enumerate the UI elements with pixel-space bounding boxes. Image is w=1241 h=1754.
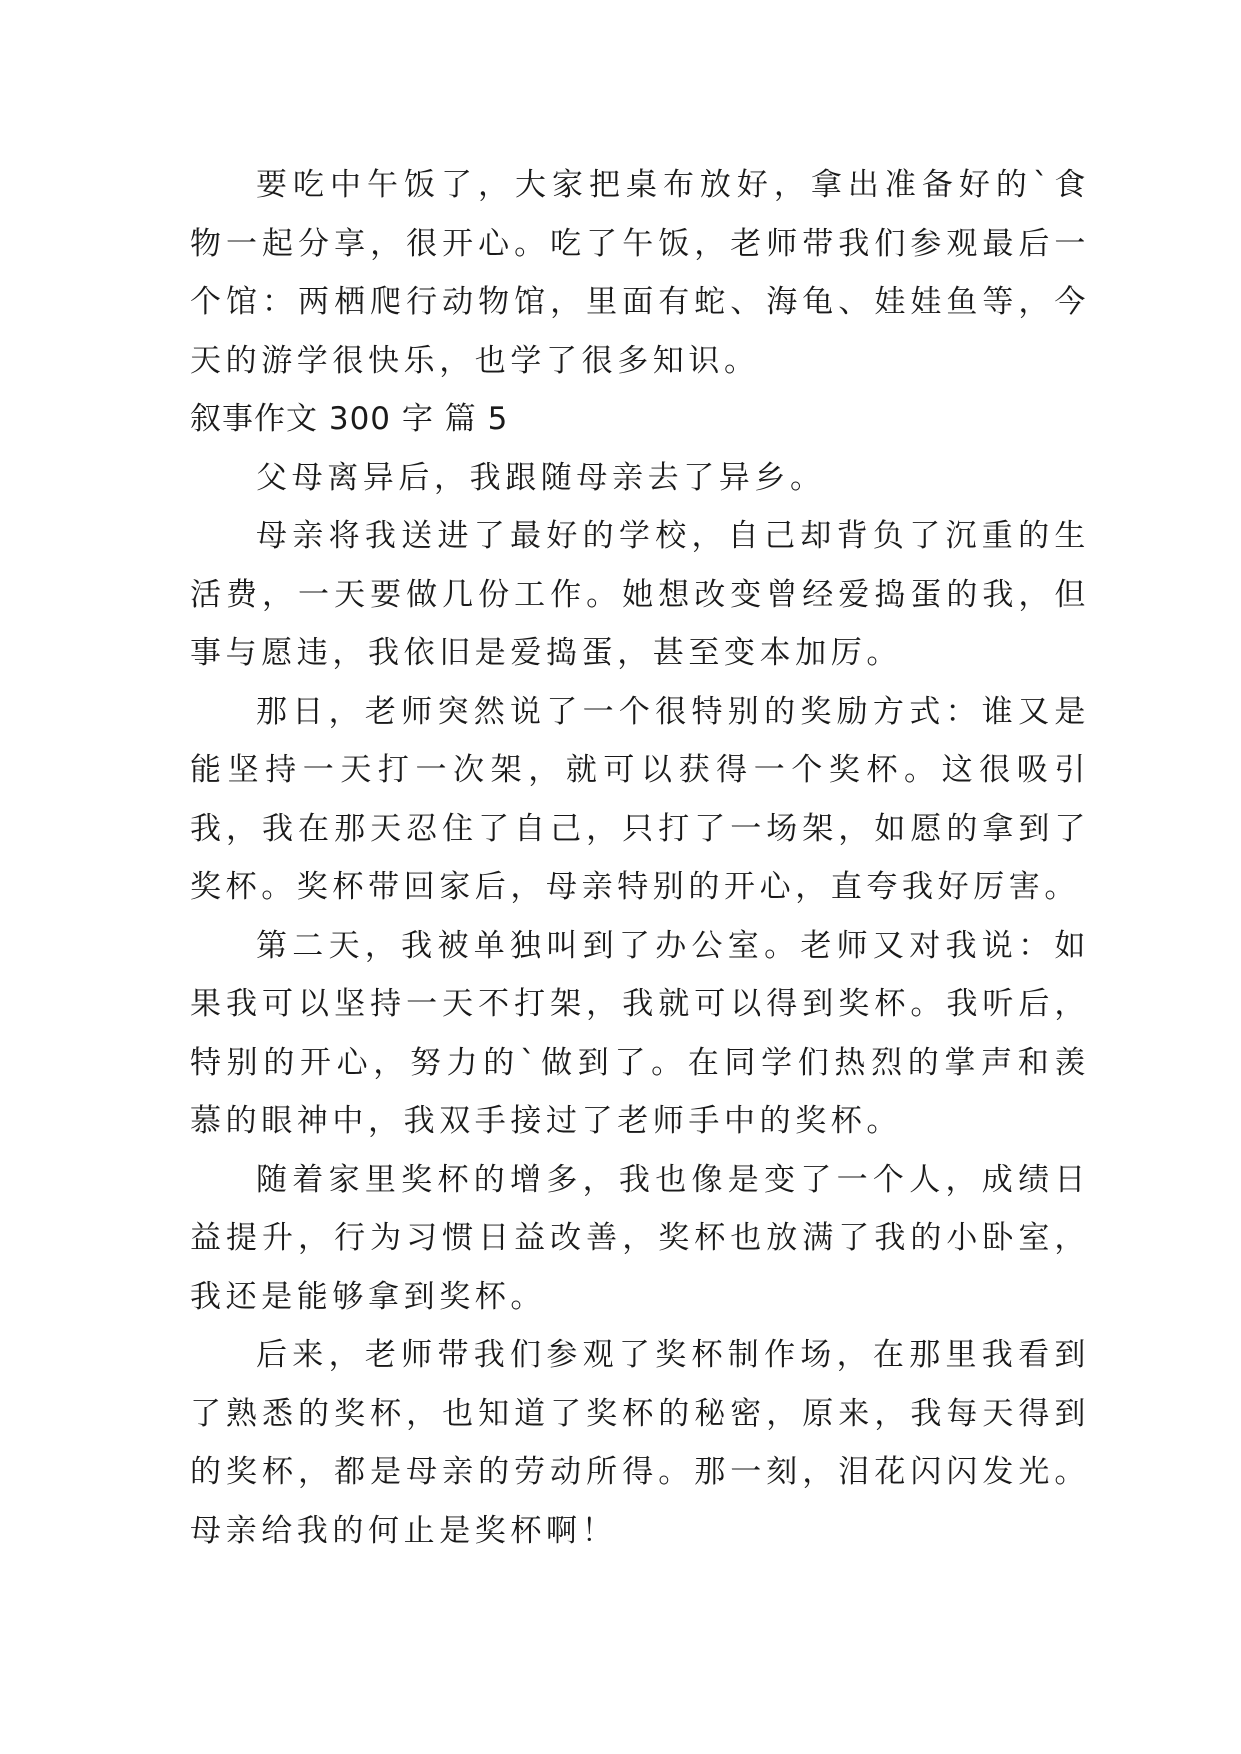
paragraph-5: 随着家里奖杯的增多，我也像是变了一个人，成绩日益提升，行为习惯日益改善，奖杯也放满了我的小卧室，我还是能够拿到奖杯。 bbox=[190, 1161, 1090, 1315]
paragraph-lunch: 要吃中午饭了，大家把桌布放好，拿出准备好的`食物一起分享，很开心。吃了午饭，老师带我们参观最后一个馆：两栖爬行动物馆，里面有蛇、海龟、娃娃鱼等，今天的游学很快乐，也学了很多知识。 bbox=[190, 167, 1090, 379]
paragraph-6: 后来，老师带我们参观了奖杯制作场，在那里我看到了熟悉的奖杯，也知道了奖杯的秘密，原来，我每天得到的奖杯，都是母亲的劳动所得。那一刻，泪花闪闪发光。母亲给我的何止是奖杯啊！ bbox=[190, 1337, 1090, 1549]
paragraph-2: 母亲将我送进了最好的学校，自己却背负了沉重的生活费，一天要做几份工作。她想改变曾经爱捣蛋的我，但事与愿违，我依旧是爱捣蛋，甚至变本加厉。 bbox=[190, 518, 1090, 671]
paragraph-1: 父母离异后，我跟随母亲去了异乡。 bbox=[256, 459, 826, 496]
paragraph-4: 第二天，我被单独叫到了办公室。老师又对我说：如果我可以坚持一天不打架，我就可以得到奖杯。我听后，特别的开心，努力的`做到了。在同学们热烈的掌声和羡慕的眼神中，我双手接过了老师手中的奖杯。 bbox=[190, 927, 1090, 1139]
document-body bbox=[190, 156, 1090, 1560]
section-heading: 叙事作文 300 字 篇 5 bbox=[190, 401, 509, 437]
paragraph-3: 那日，老师突然说了一个很特别的奖励方式：谁又是能坚持一天打一次架，就可以获得一个奖杯。这很吸引我，我在那天忍住了自己，只打了一场架，如愿的拿到了奖杯。奖杯带回家后，母亲特别的开心，直夸我好厉害。 bbox=[190, 693, 1090, 905]
